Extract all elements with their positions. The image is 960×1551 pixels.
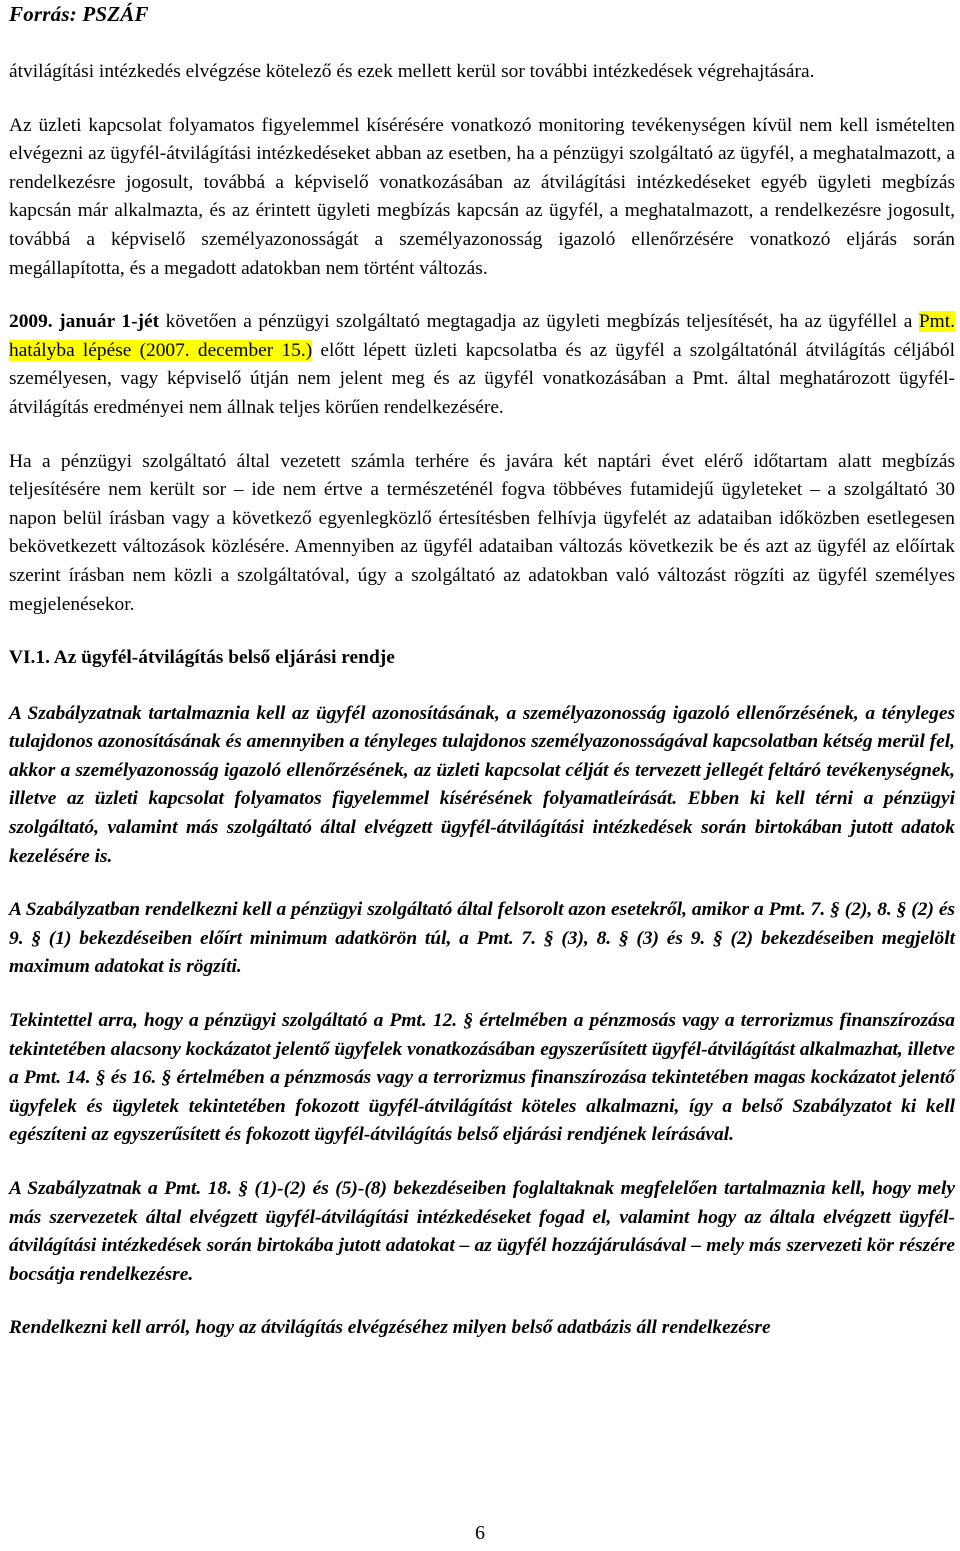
page-number: 6: [475, 1522, 485, 1544]
source-label: Forrás: PSZÁF: [9, 2, 149, 26]
deadline-date: 2009. január 1-jét: [9, 311, 160, 333]
highlighted-text: Pmt. hatályba lépése (2007. december 15.): [9, 311, 955, 361]
italic-paragraph-3: Tekintettel arra, hogy a pénzügyi szolgáltató a Pmt. 12. § értelmében a pénzmosás vagy a terrorizmus finanszírozása tekintetében alacsony kockázatot jelentő ügyfelek vonatkozásában egyszerűsített ügyfél-átvilágítást alkalmazhat, illetve a Pmt. 14. § és 16. § értelmében a pénzmosás vagy a terrorizmus finanszírozása tekintetében magas kockázatot jelentő ügyfelek és ügyletek tekintetében fokozott ügyfél-átvilágítást köteles alkalmazni, így a belső Szabályzatot ki kell egészíteni az egyszerűsített és fokozott ügyfél-átvilágítás belső eljárási rendjének leírásával.: [9, 1010, 955, 1146]
italic-paragraph-1: A Szabályzatnak tartalmaznia kell az ügyfél azonosításának, a személyazonosság igazoló ellenőrzésének, a tényleges tulajdonos azonosításának és amennyiben a tényleges tulajdonos személyazonosságával kapcsolatban kétség merül fel, akkor a személyazonosság igazoló ellenőrzésének, az üzleti kapcsolat célját és tervezett jellegét feltáró tevékenységnek, illetve az üzleti kapcsolat folyamatos figyelemmel kísérésének folyamatleírását. Ebben ki kell térni a pénzügyi szolgáltató, valamint más szolgáltató által elvégzett ügyfél-átvilágítási intézkedések során birtokában jutott adatok kezelésére is.: [9, 702, 955, 867]
paragraph-account: Ha a pénzügyi szolgáltató által vezetett számla terhére és javára két naptári évet elérő időtartam alatt megbízás teljesítésére nem került sor – ide nem értve a természeténél fogva többéves futamidejű ügyleteket – a szolgáltató 30 napon belül írásban vagy a következő egyenlegközlő értesítésben felhívja ügyfelét az adataiban időközben esetlegesen bekövetkezett változások közlésére. Amennyiben az ügyfél adataiban változás következik be és azt az ügyfél az előírtak szerint írásban nem közli a szolgáltatóval, úgy a szolgáltató az adatokban való változást rögzíti az ügyfél személyes megjelenésekor.: [9, 450, 955, 615]
italic-paragraph-2: A Szabályzatban rendelkezni kell a pénzügyi szolgáltató által felsorolt azon esetekről, amikor a Pmt. 7. § (2), 8. § (2) és 9. § (1) bekezdéseiben előírt minimum adatkörön túl, a Pmt. 7. § (3), 8. § (3) és 9. § (2) bekezdéseiben megjelölt maximum adatokat is rögzíti.: [9, 899, 955, 978]
document-body: [9, 58, 955, 1368]
paragraph-monitoring: Az üzleti kapcsolat folyamatos figyelemmel kísérésére vonatkozó monitoring tevékenységen kívül nem kell ismételten elvégezni az ügyfél-átvilágítási intézkedéseket abban az esetben, ha a pénzügyi szolgáltató az ügyfél, a meghatalmazott, a rendelkezésre jogosult, továbbá a képviselő vonatkozásában az átvilágítási intézkedéseket egyéb ügyleti megbízás kapcsán már alkalmazta, és az érintett ügyleti megbízás kapcsán az ügyfél, a meghatalmazott, a rendelkezésre jogosult, továbbá a képviselő személyazonosságát a személyazonosság igazoló ellenőrzésére vonatkozó eljárás során megállapította, és a megadott adatokban nem történt változás.: [9, 114, 955, 279]
paragraph-continuation: átvilágítási intézkedés elvégzése kötelező és ezek mellett kerül sor további intézkedések végrehajtására.: [9, 61, 815, 82]
italic-paragraph-5: Rendelkezni kell arról, hogy az átvilágítás elvégzéséhez milyen belső adatbázis áll rendelkezésre: [9, 1317, 771, 1339]
paragraph-deadline: [9, 308, 955, 422]
deadline-text-a: követően a pénzügyi szolgáltató megtagadja az ügyleti megbízás teljesítését, ha az ügyféllel a: [159, 311, 919, 333]
italic-paragraph-4: A Szabályzatnak a Pmt. 18. § (1)-(2) és (5)-(8) bekezdéseiben foglaltaknak megfelelően tartalmaznia kell, hogy mely más szervezetek által elvégzett ügyfél-átvilágítási intézkedéseket fogad el, valamint hogy az általa elvégzett ügyfél-átvilágítási intézkedések során birtokába jutott adatokat – az ügyfél hozzájárulásával – mely más szervezeti kör részére bocsátja rendelkezésre.: [9, 1178, 955, 1285]
section-heading: VI.1. Az ügyfél-átvilágítás belső eljárási rendje: [9, 647, 395, 669]
deadline-text-b: előtt lépett üzleti kapcsolatba és az ügyfél a szolgáltatónál átvilágítás céljából személyesen, vagy képviselő útján nem jelent meg és az ügyfél vonatkozásában a Pmt. által meghatározott ügyfél-átvilágítás eredményei nem állnak teljes körűen rendelkezésére.: [9, 339, 955, 418]
